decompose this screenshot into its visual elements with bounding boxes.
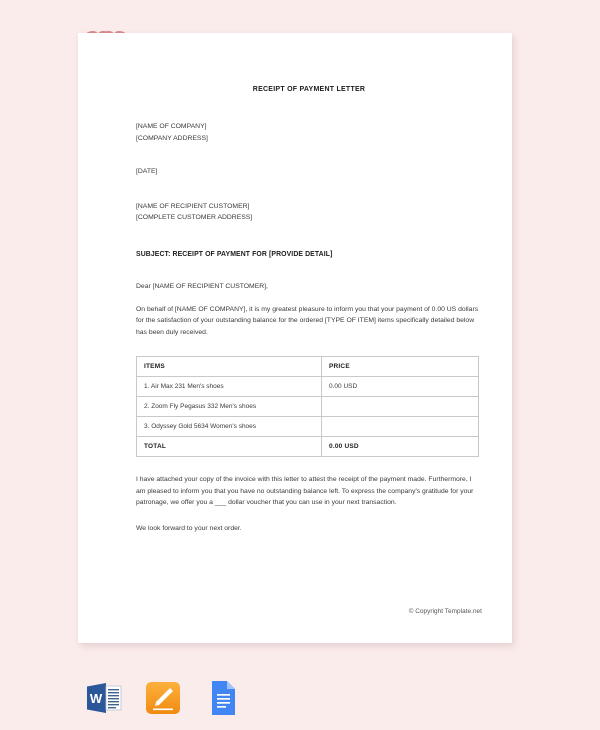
item-name-cell: 2. Zoom Fly Pegasus 332 Men's shoes [137, 397, 322, 417]
column-header-items: ITEMS [137, 357, 322, 377]
salutation-line: Dear [NAME OF RECIPIENT CUSTOMER], [136, 282, 268, 290]
table-total-row [137, 437, 479, 457]
table-row [137, 377, 479, 397]
total-value: 0.00 USD [322, 437, 479, 457]
svg-text:W: W [89, 691, 103, 706]
recipient-name: [NAME OF RECIPIENT CUSTOMER] [136, 202, 250, 210]
table-row [137, 417, 479, 437]
body-paragraph-3: We look forward to your next order. [136, 525, 242, 533]
document-title: RECEIPT OF PAYMENT LETTER [252, 86, 366, 93]
item-price-cell: 0.00 USD [322, 377, 479, 397]
recipient-address-block [136, 201, 482, 224]
apple-pages-icon[interactable] [143, 678, 183, 718]
document-body [136, 33, 482, 643]
item-price-cell [322, 397, 479, 417]
body-paragraph-1: On behalf of [NAME OF COMPANY], it is my greatest pleasure to inform you that your payment of 0.00 US dollars for the satisfaction of your outstanding balance for the ordered [TYPE OF ITEM] items specifically detailed below has been duly received. [136, 305, 479, 336]
table-header-row [137, 357, 479, 377]
table-row [137, 397, 479, 417]
column-header-price: PRICE [322, 357, 479, 377]
body-paragraph-2: I have attached your copy of the invoice with this letter to attest the receipt of the payment made. Furthermore, I am pleased to inform you that you have no outstanding balance left. To express the company's gratitude for your patronage, we offer you a ___ dollar voucher that you can use in your next transaction. [136, 476, 474, 507]
copyright-notice: © Copyright Template.net [408, 608, 482, 615]
sender-address-block [136, 121, 482, 144]
download-format-icons [84, 678, 242, 718]
date-field: [DATE] [136, 168, 158, 175]
total-label: TOTAL [137, 437, 322, 457]
ms-word-icon[interactable] [84, 678, 124, 718]
subject-line: SUBJECT: RECEIPT OF PAYMENT FOR [PROVIDE DETAIL] [136, 250, 333, 258]
date-block [136, 166, 482, 178]
company-address: [COMPANY ADDRESS] [136, 134, 208, 142]
item-name-cell: 3. Odyssey Gold 5634 Women's shoes [137, 417, 322, 437]
item-price-cell [322, 417, 479, 437]
document-page [78, 33, 512, 643]
items-price-table [136, 356, 479, 457]
recipient-address: [COMPLETE CUSTOMER ADDRESS] [136, 214, 253, 221]
company-name: [NAME OF COMPANY] [136, 123, 207, 130]
google-docs-icon[interactable] [202, 678, 242, 718]
item-name-cell: 1. Air Max 231 Men's shoes [137, 377, 322, 397]
